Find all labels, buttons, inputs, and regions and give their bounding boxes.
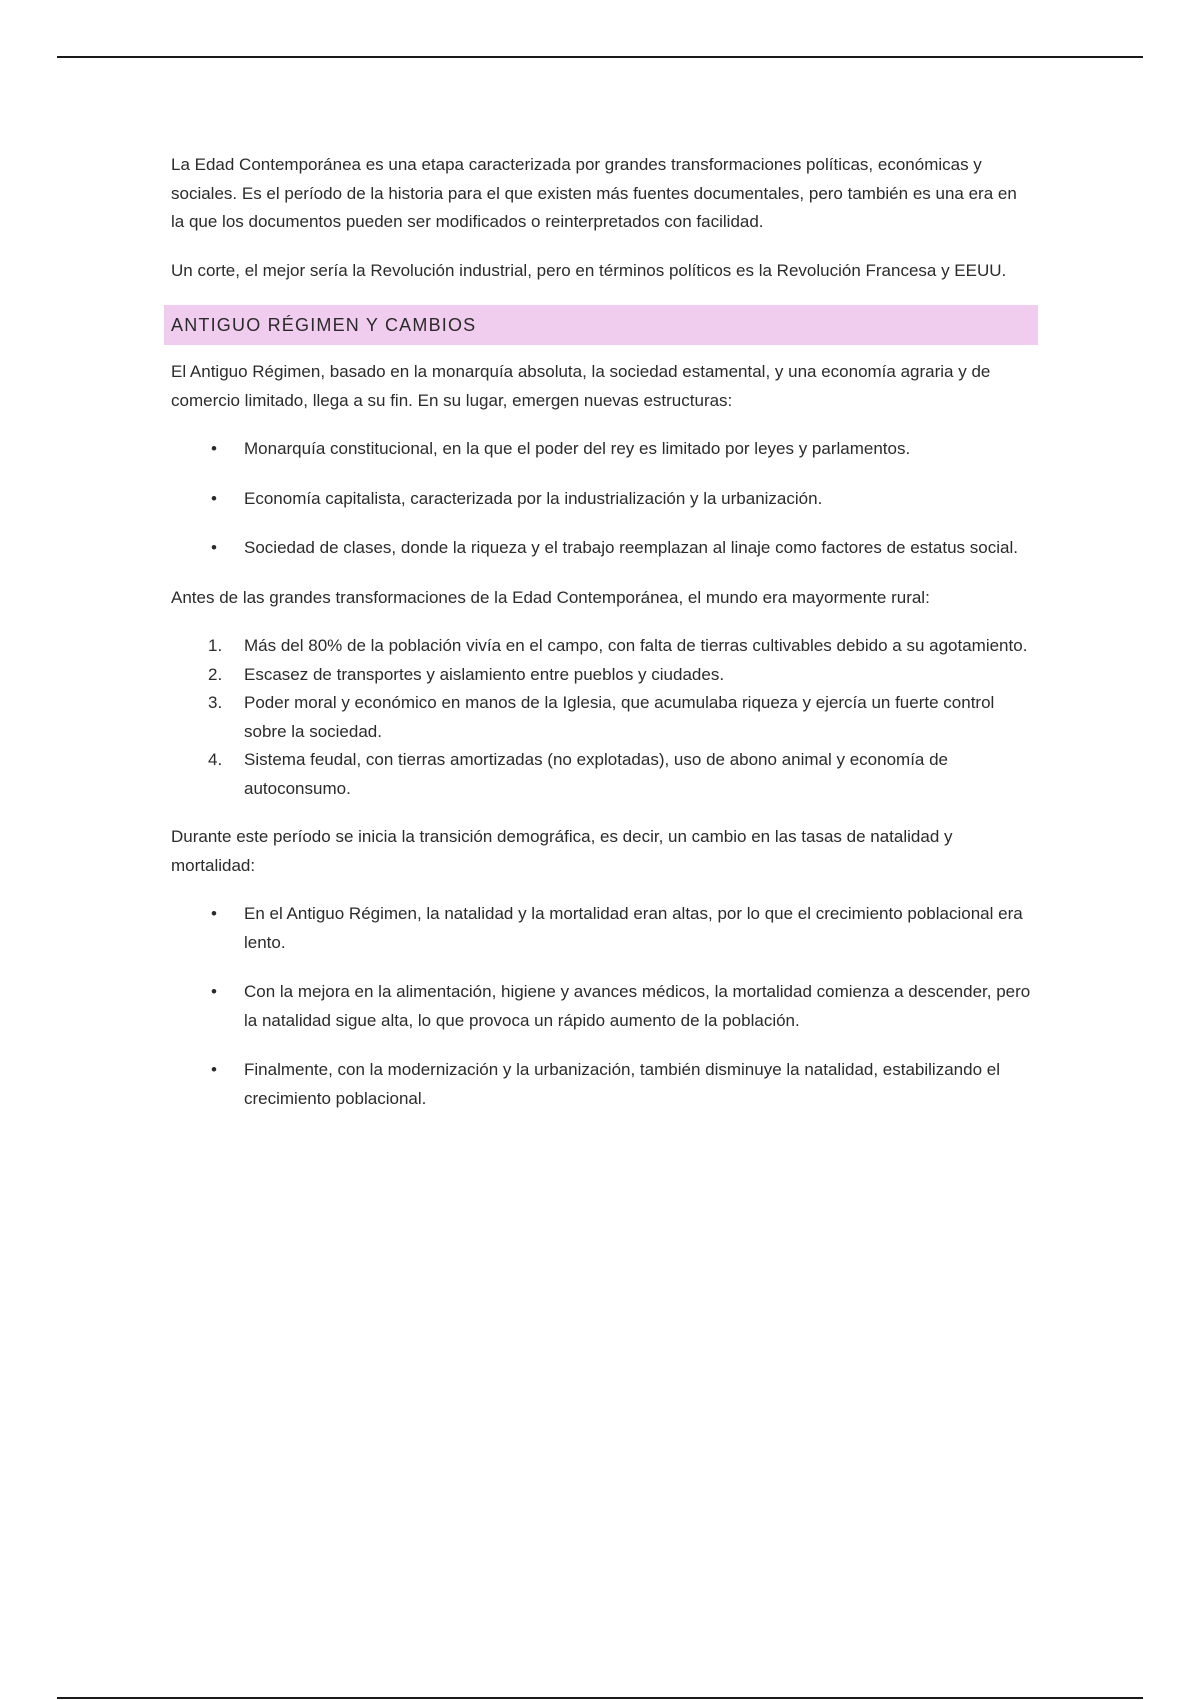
bullet-list	[171, 435, 1031, 563]
section-paragraph: Durante este período se inicia la transición demográfica, es decir, un cambio en las tasas de natalidad y mortalidad:	[171, 827, 953, 875]
list-item-text: Sociedad de clases, donde la riqueza y el trabajo reemplazan al linaje como factores de estatus social.	[244, 538, 1018, 557]
list-item	[171, 689, 1031, 746]
list-number: 3.	[208, 693, 223, 712]
list-item-text: Con la mejora en la alimentación, higiene y avances médicos, la mortalidad comienza a descender, pero la natalidad sigue alta, lo que provoca un rápido aumento de la población.	[244, 982, 1031, 1030]
list-item-text: Poder moral y económico en manos de la Iglesia, que acumulaba riqueza y ejercía un fuerte control sobre la sociedad.	[244, 693, 995, 741]
list-item-text: En el Antiguo Régimen, la natalidad y la mortalidad eran altas, por lo que el crecimiento poblacional era lento.	[244, 904, 1023, 952]
list-item	[171, 435, 1031, 464]
bullet-icon: •	[211, 982, 217, 1001]
intro-paragraph: Un corte, el mejor sería la Revolución industrial, pero en términos políticos es la Revolución Francesa y EEUU.	[171, 260, 1007, 280]
bullet-icon: •	[211, 538, 217, 557]
list-item	[171, 632, 1031, 661]
bottom-rule	[57, 1697, 1143, 1699]
bullet-icon: •	[211, 904, 217, 923]
bullet-icon: •	[211, 439, 217, 458]
section-paragraph: Antes de las grandes transformaciones de la Edad Contemporánea, el mundo era mayormente rural:	[171, 587, 930, 607]
list-item-text: Finalmente, con la modernización y la urbanización, también disminuye la natalidad, estabilizando el crecimiento poblacional.	[244, 1060, 1000, 1108]
document-body	[171, 151, 1031, 1134]
intro-paragraph: La Edad Contemporánea es una etapa caracterizada por grandes transformaciones políticas, económicas y sociales. Es el período de la historia para el que existen más fuentes documentales, pero también es una era en la que los documentos pueden ser modificados o reinterpretados con facilidad.	[171, 155, 1017, 231]
list-item	[171, 485, 1031, 514]
list-item	[171, 978, 1031, 1035]
list-item-text: Monarquía constitucional, en la que el poder del rey es limitado por leyes y parlamentos.	[244, 439, 911, 458]
section-paragraph: El Antiguo Régimen, basado en la monarquía absoluta, la sociedad estamental, y una economía agraria y de comercio limitado, llega a su fin. En su lugar, emergen nuevas estructuras:	[171, 362, 991, 410]
list-item	[171, 746, 1031, 803]
list-number: 2.	[208, 664, 223, 684]
list-item-text: Economía capitalista, caracterizada por la industrialización y la urbanización.	[244, 488, 823, 508]
section-heading: ANTIGUO RÉGIMEN Y CAMBIOS	[164, 305, 1038, 345]
list-item	[171, 1056, 1031, 1113]
list-item-text: Escasez de transportes y aislamiento entre pueblos y ciudades.	[244, 664, 725, 684]
list-item-text: Más del 80% de la población vivía en el campo, con falta de tierras cultivables debido a su agotamiento.	[244, 636, 1028, 655]
list-number: 1.	[208, 636, 223, 655]
numbered-list	[171, 632, 1031, 803]
top-rule	[57, 56, 1143, 58]
bullet-list	[171, 900, 1031, 1113]
bullet-icon: •	[211, 1060, 217, 1079]
bullet-icon: •	[211, 488, 217, 508]
list-item-text: Sistema feudal, con tierras amortizadas (no explotadas), uso de abono animal y economía de autoconsumo.	[244, 750, 949, 798]
list-item	[171, 900, 1031, 957]
list-number: 4.	[208, 750, 223, 769]
list-item	[171, 534, 1031, 563]
list-item	[171, 661, 1031, 690]
